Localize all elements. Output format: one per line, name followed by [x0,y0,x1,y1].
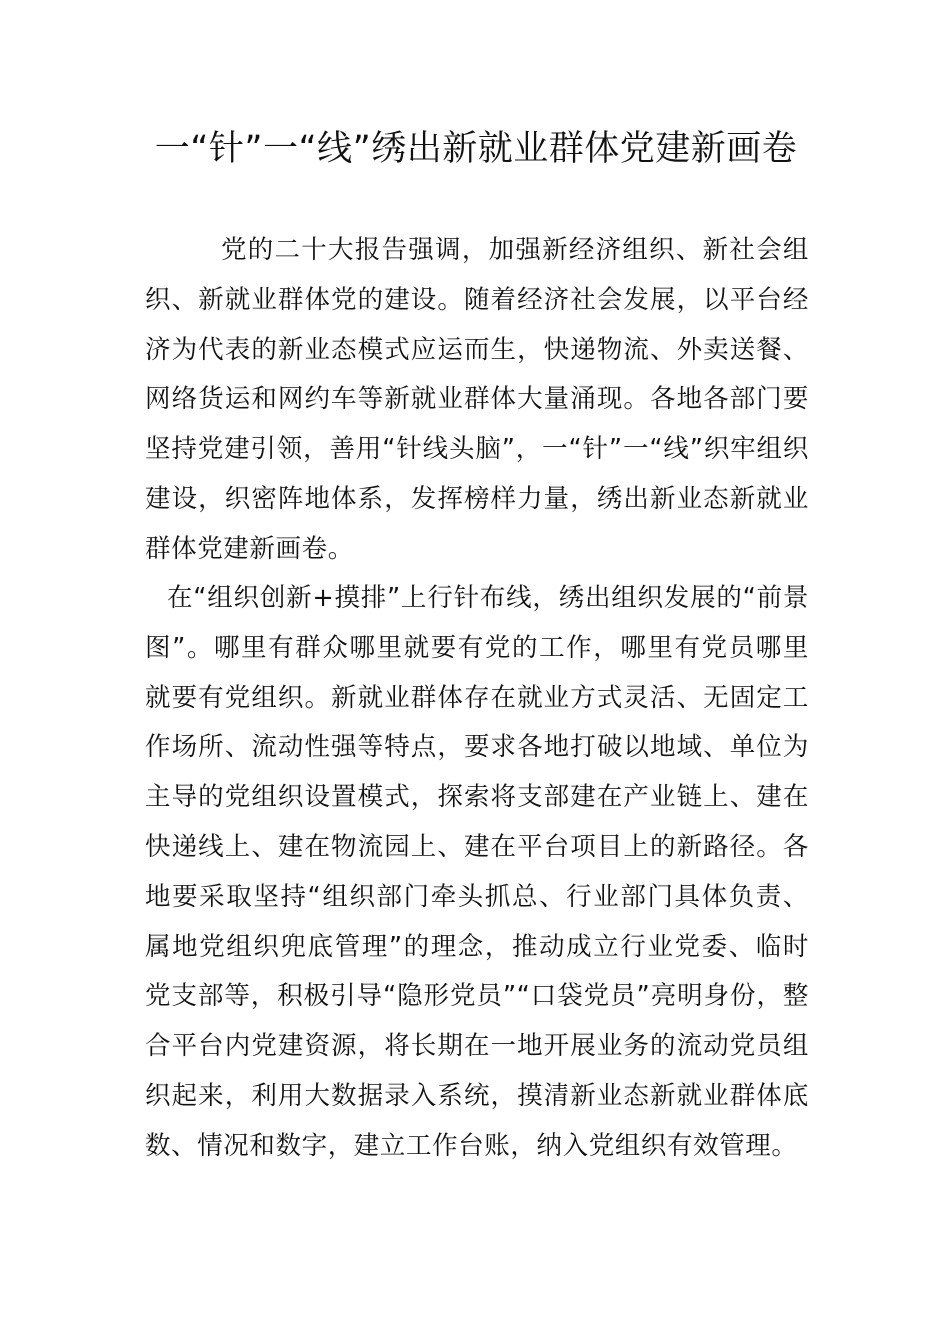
paragraph-intro: 党的二十大报告强调，加强新经济组织、新社会组织、新就业群体党的建设。随着经济社会发展，以平台经济为代表的新业态模式应运而生，快递物流、外卖送餐、网络货运和网约车等新就业群体大量涌现。各地各部门要坚持党建引领，善用“针线头脑”，一“针”一“线”织牢组织建设，织密阵地体系，发挥榜样力量，绣出新业态新就业群体党建新画卷。 [145,235,809,564]
paragraph-organization-innovation: 在“组织创新+摸排”上行针布线，绣出组织发展的“前景图”。哪里有群众哪里就要有党的工作，哪里有党员哪里就要有党组织。新就业群体存在就业方式灵活、无固定工作场所、流动性强等特点，要求各地打破以地域、单位为主导的党组织设置模式，探索将支部建在产业链上、建在快递线上、建在物流园上、建在平台项目上的新路径。各地要采取坚持“组织部门牵头抓总、行业部门具体负责、属地党组织兜底管理”的理念，推动成立行业党委、临时党支部等，积极引导“隐形党员”“口袋党员”亮明身份，整合平台内党建资源，将长期在一地开展业务的流动党员组织起来，利用大数据录入系统，摸清新业态新就业群体底数、情况和数字，建立工作台账，纳入党组织有效管理。 [145,583,809,1161]
document-title: 一“针”一“线”绣出新就业群体党建新画卷 [154,129,798,169]
